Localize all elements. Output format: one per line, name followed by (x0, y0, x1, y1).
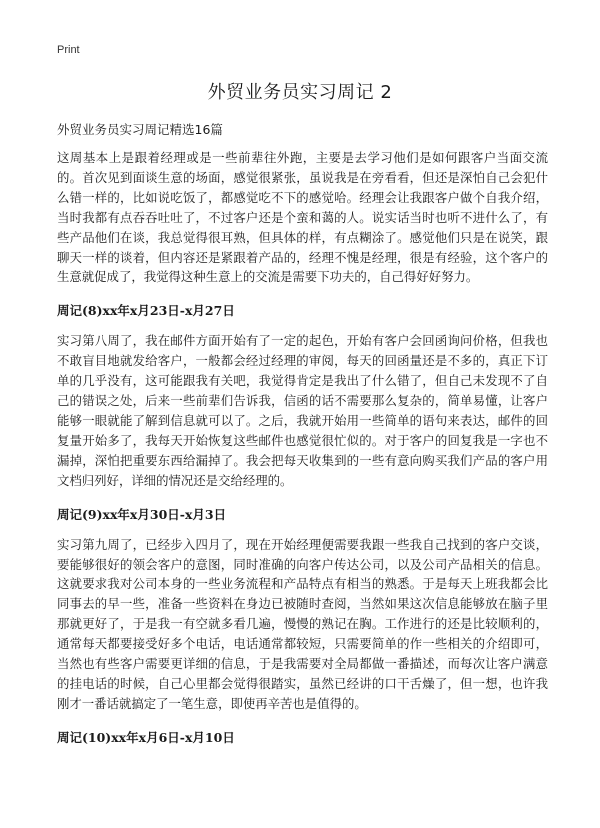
week-9-paragraph: 实习第九周了，已经步入四月了，现在开始经理便需要我跟一些我自己找到的客户交谈，要能够很好的领会客户的意图，同时准确的向客户传达公司，以及公司产品相关的信息。这就要求我对公司本身的一些业务流程和产品特点有相当的熟悉。于是每天上班我都会比同事去的早一些，准备一些资料在身边已被随时查阅，当然如果这次信息能够放在脑子里那就更好了，于是我一有空就多看几遍，慢慢的熟记在胸。工作进行的还是比较顺利的，通常每天都要接受好多个电话，电话通常都较短，只需要简单的作一些相关的介绍即可，当然也有些客户需要更详细的信息，于是我需要对全局都做一番描述，而每次让客户满意的挂电话的时候，自己心里都会觉得很踏实，虽然已经讲的口干舌燥了，但一想，也许我刚才一番话就搞定了一笔生意，即使再辛苦也是值得的。 (57, 536, 548, 711)
document-subtitle: 外贸业务员实习周记精选16篇 (57, 122, 223, 137)
document-body (57, 148, 548, 746)
intro-paragraph: 这周基本上是跟着经理或是一些前辈往外跑，主要是去学习他们是如何跟客户当面交流的。首次见到面谈生意的场面，感觉很紧张，虽说我是在旁看看，但还是深怕自己会犯什么错一样的，比如说吃饭了，都感觉吃不下的感觉哈。经理会让我跟客户做个自我介绍，当时我都有点吞吞吐吐了，不过客户还是个蛮和蔼的人。说实话当时也听不进什么了，有些产品他们在谈，我总觉得很耳熟，但具体的样，有点糊涂了。感觉他们只是在说笑，跟聊天一样的谈着，但内容还是紧跟着产品的，经理不愧是经理，很是有经验，这个客户的生意就促成了，我觉得这种生意上的交流是需要下功夫的，自己得好好努力。 (57, 150, 548, 285)
print-link[interactable]: Print (57, 44, 80, 56)
week-8-heading: 周记(8)xx年x月23日-x月27日 (57, 303, 235, 319)
week-9-heading: 周记(9)xx年x月30日-x月3日 (57, 506, 227, 522)
page-title: 外贸业务员实习周记 2 (207, 82, 393, 103)
week-10-heading: 周记(10)xx年x月6日-x月10日 (57, 729, 235, 745)
week-8-paragraph: 实习第八周了，我在邮件方面开始有了一定的起色，开始有客户会回函询问价格，但我也不敢盲目地就发给客户，一般都会经过经理的审阅，每天的回函量还是不多的，真正下订单的几乎没有，这可能跟我有关吧，我觉得肯定是我出了什么错了，但自己未发现不了自己的错误之处，后来一些前辈们告诉我，信函的话不需要那么复杂的，简单易懂，让客户能够一眼就能了解到信息就可以了。之后，我就开始用一些简单的语句来表达，邮件的回复量开始多了，我每天开始恢复这些邮件也感觉很忙似的。对于客户的回复我是一字也不漏掉，深怕把重要东西给漏掉了。我会把每天收集到的一些有意向购买我们产品的客户用文档归列好，详细的情况还是交给经理的。 (57, 333, 548, 488)
